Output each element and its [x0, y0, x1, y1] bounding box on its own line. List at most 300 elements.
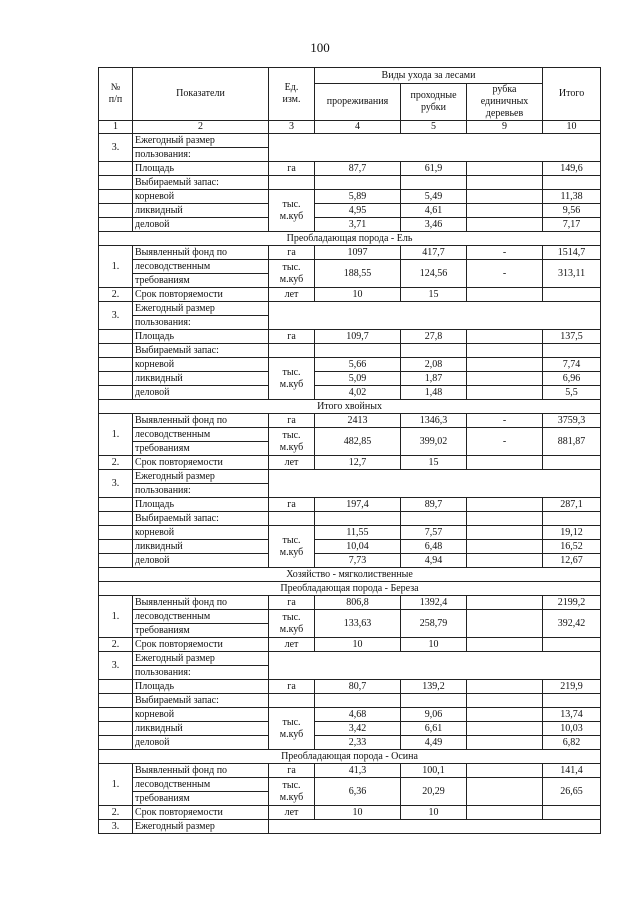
table-row: [99, 358, 601, 372]
value-passing: 27,8: [401, 330, 467, 344]
value-single-tree: [467, 204, 543, 218]
table-row: [99, 428, 601, 442]
section-title: Хозяйство - мягколиственные: [99, 568, 601, 582]
row-number: 3.: [99, 470, 133, 498]
value-single-tree: [467, 680, 543, 694]
row-number: [99, 722, 133, 736]
unit-cell: тыс. м.куб: [269, 260, 315, 288]
indicator-label: ликвидный: [133, 372, 269, 386]
value-passing: 258,79: [401, 610, 467, 638]
table-row: [99, 764, 601, 778]
row-number: [99, 344, 133, 358]
header-num: № п/п: [99, 68, 133, 121]
value-thinning: 5,09: [315, 372, 401, 386]
indicator-label: Срок повторяемости: [133, 456, 269, 470]
indicator-label: Срок повторяемости: [133, 638, 269, 652]
table-row: [99, 820, 601, 834]
indicator-label: Выбираемый запас:: [133, 694, 269, 708]
table-row: [99, 218, 601, 232]
value-passing: 417,7: [401, 246, 467, 260]
value-total: 313,11: [543, 260, 601, 288]
value-passing: 4,94: [401, 554, 467, 568]
blank-cell: [269, 302, 601, 330]
value-total: [543, 456, 601, 470]
value-total: 10,03: [543, 722, 601, 736]
indicator-label: Площадь: [133, 162, 269, 176]
table-row: [99, 162, 601, 176]
table-row: [99, 554, 601, 568]
value-total: [543, 288, 601, 302]
indicator-label: пользования:: [133, 148, 269, 162]
row-number: [99, 386, 133, 400]
indicator-label: корневой: [133, 190, 269, 204]
value-passing: 1346,3: [401, 414, 467, 428]
indicator-label: Площадь: [133, 498, 269, 512]
table-row: [99, 260, 601, 274]
table-row: [99, 372, 601, 386]
value-single-tree: [467, 512, 543, 526]
indicator-label: пользования:: [133, 666, 269, 680]
value-single-tree: [467, 372, 543, 386]
row-number: [99, 372, 133, 386]
row-number: [99, 540, 133, 554]
unit-cell: тыс. м.куб: [269, 526, 315, 568]
value-thinning: 12,7: [315, 456, 401, 470]
table-row: [99, 330, 601, 344]
table-row: [99, 288, 601, 302]
value-single-tree: -: [467, 246, 543, 260]
value-total: 141,4: [543, 764, 601, 778]
row-number: 3.: [99, 302, 133, 330]
col-number-9: 9: [467, 121, 543, 134]
value-single-tree: [467, 218, 543, 232]
header-indicators: Показатели: [133, 68, 269, 121]
value-thinning: 10: [315, 806, 401, 820]
indicator-label: Площадь: [133, 330, 269, 344]
table-row: [99, 204, 601, 218]
row-number: [99, 526, 133, 540]
unit-cell: га: [269, 162, 315, 176]
page-number: 100: [310, 40, 330, 55]
row-number: [99, 162, 133, 176]
value-total: 11,38: [543, 190, 601, 204]
value-single-tree: [467, 708, 543, 722]
value-thinning: 3,71: [315, 218, 401, 232]
value-passing: 1392,4: [401, 596, 467, 610]
table-row: [99, 694, 601, 708]
table-row: [99, 778, 601, 792]
section-title: Преобладающая порода - Осина: [99, 750, 601, 764]
row-number: 1.: [99, 414, 133, 456]
value-total: 16,52: [543, 540, 601, 554]
table-row: [99, 190, 601, 204]
value-thinning: 109,7: [315, 330, 401, 344]
value-thinning: 4,02: [315, 386, 401, 400]
value-total: [543, 638, 601, 652]
indicator-label: требованиям: [133, 442, 269, 456]
indicator-label: лесоводственным: [133, 778, 269, 792]
value-total: 9,56: [543, 204, 601, 218]
col-number-10: 10: [543, 121, 601, 134]
value-single-tree: [467, 540, 543, 554]
blank-cell: [269, 820, 601, 834]
value-passing: 4,61: [401, 204, 467, 218]
value-total: 19,12: [543, 526, 601, 540]
table-row: [99, 736, 601, 750]
value-single-tree: [467, 498, 543, 512]
value-total: 137,5: [543, 330, 601, 344]
value-passing: 89,7: [401, 498, 467, 512]
value-single-tree: [467, 288, 543, 302]
row-number: 1.: [99, 246, 133, 288]
value-thinning: 4,68: [315, 708, 401, 722]
value-total: 287,1: [543, 498, 601, 512]
value-passing: 15: [401, 288, 467, 302]
value-single-tree: -: [467, 260, 543, 288]
value-passing: 1,48: [401, 386, 467, 400]
value-single-tree: [467, 736, 543, 750]
value-thinning: [315, 344, 401, 358]
value-total: [543, 176, 601, 190]
value-thinning: 87,7: [315, 162, 401, 176]
unit-cell: тыс. м.куб: [269, 778, 315, 806]
value-passing: 20,29: [401, 778, 467, 806]
value-total: [543, 344, 601, 358]
value-passing: 9,06: [401, 708, 467, 722]
indicator-label: Ежегодный размер: [133, 652, 269, 666]
header-thinning: прореживания: [315, 84, 401, 121]
unit-cell: тыс. м.куб: [269, 428, 315, 456]
table-row: [99, 596, 601, 610]
value-thinning: 188,55: [315, 260, 401, 288]
unit-cell: тыс. м.куб: [269, 708, 315, 750]
table-row: [99, 470, 601, 484]
value-passing: 399,02: [401, 428, 467, 456]
forest-care-table: [98, 67, 601, 834]
unit-cell: га: [269, 246, 315, 260]
value-passing: 61,9: [401, 162, 467, 176]
indicator-label: корневой: [133, 526, 269, 540]
unit-cell: [269, 512, 315, 526]
value-thinning: 11,55: [315, 526, 401, 540]
indicator-label: Выявленный фонд по: [133, 414, 269, 428]
table-body: [99, 134, 601, 834]
row-number: 3.: [99, 820, 133, 834]
section-row: [99, 582, 601, 596]
indicator-label: Срок повторяемости: [133, 288, 269, 302]
table-row: [99, 526, 601, 540]
row-number: [99, 176, 133, 190]
row-number: [99, 554, 133, 568]
unit-cell: тыс. м.куб: [269, 190, 315, 232]
indicator-label: пользования:: [133, 316, 269, 330]
row-number: 3.: [99, 652, 133, 680]
col-number-5: 5: [401, 121, 467, 134]
value-total: [543, 512, 601, 526]
value-thinning: 197,4: [315, 498, 401, 512]
header-single-tree-cutting: рубка единичных деревьев: [467, 84, 543, 121]
table-row: [99, 176, 601, 190]
table-row: [99, 134, 601, 148]
row-number: 1.: [99, 764, 133, 806]
row-number: [99, 736, 133, 750]
table-row: [99, 302, 601, 316]
value-passing: [401, 176, 467, 190]
value-thinning: [315, 512, 401, 526]
section-row: [99, 750, 601, 764]
value-passing: 139,2: [401, 680, 467, 694]
row-number: [99, 512, 133, 526]
value-thinning: 7,73: [315, 554, 401, 568]
value-single-tree: [467, 386, 543, 400]
blank-cell: [269, 470, 601, 498]
value-total: 2199,2: [543, 596, 601, 610]
value-single-tree: [467, 526, 543, 540]
section-row: [99, 400, 601, 414]
row-number: 2.: [99, 638, 133, 652]
value-passing: 6,48: [401, 540, 467, 554]
table-row: [99, 414, 601, 428]
value-thinning: 41,3: [315, 764, 401, 778]
table-row: [99, 610, 601, 624]
indicator-label: деловой: [133, 218, 269, 232]
value-thinning: [315, 694, 401, 708]
table-row: [99, 498, 601, 512]
table-row: [99, 680, 601, 694]
blank-cell: [269, 652, 601, 680]
indicator-label: Ежегодный размер: [133, 134, 269, 148]
value-total: 392,42: [543, 610, 601, 638]
indicator-label: ликвидный: [133, 722, 269, 736]
value-single-tree: [467, 722, 543, 736]
header-unit: Ед. изм.: [269, 68, 315, 121]
table-row: [99, 540, 601, 554]
value-thinning: 482,85: [315, 428, 401, 456]
unit-cell: лет: [269, 288, 315, 302]
indicator-label: деловой: [133, 736, 269, 750]
indicator-label: деловой: [133, 386, 269, 400]
unit-cell: га: [269, 414, 315, 428]
table-row: [99, 344, 601, 358]
row-number: [99, 680, 133, 694]
value-total: 219,9: [543, 680, 601, 694]
value-single-tree: [467, 764, 543, 778]
row-number: [99, 498, 133, 512]
indicator-label: Ежегодный размер: [133, 302, 269, 316]
header-care-types: Виды ухода за лесами: [315, 68, 543, 84]
value-single-tree: [467, 778, 543, 806]
table-row: [99, 638, 601, 652]
value-thinning: 3,42: [315, 722, 401, 736]
value-passing: 10: [401, 638, 467, 652]
header-total: Итого: [543, 68, 601, 121]
value-thinning: 806,8: [315, 596, 401, 610]
unit-cell: лет: [269, 638, 315, 652]
unit-cell: га: [269, 498, 315, 512]
value-passing: 2,08: [401, 358, 467, 372]
table-row: [99, 512, 601, 526]
row-number: [99, 708, 133, 722]
value-passing: 10: [401, 806, 467, 820]
value-total: 5,5: [543, 386, 601, 400]
indicator-label: Выбираемый запас:: [133, 512, 269, 526]
value-total: 149,6: [543, 162, 601, 176]
value-thinning: 133,63: [315, 610, 401, 638]
value-thinning: 10: [315, 638, 401, 652]
row-number: 3.: [99, 134, 133, 162]
table-row: [99, 722, 601, 736]
row-number: 2.: [99, 288, 133, 302]
indicator-label: ликвидный: [133, 540, 269, 554]
indicator-label: корневой: [133, 358, 269, 372]
unit-cell: [269, 344, 315, 358]
value-single-tree: [467, 610, 543, 638]
value-single-tree: [467, 456, 543, 470]
section-row: [99, 568, 601, 582]
indicator-label: Выявленный фонд по: [133, 596, 269, 610]
section-title: Преобладающая порода - Береза: [99, 582, 601, 596]
value-passing: 1,87: [401, 372, 467, 386]
value-total: 6,82: [543, 736, 601, 750]
indicator-label: корневой: [133, 708, 269, 722]
value-passing: 124,56: [401, 260, 467, 288]
value-total: 1514,7: [543, 246, 601, 260]
value-total: 7,17: [543, 218, 601, 232]
value-passing: 4,49: [401, 736, 467, 750]
row-number: 2.: [99, 806, 133, 820]
table-header: [99, 68, 601, 134]
value-single-tree: -: [467, 414, 543, 428]
table-row: [99, 652, 601, 666]
unit-cell: га: [269, 680, 315, 694]
value-total: 3759,3: [543, 414, 601, 428]
col-number-4: 4: [315, 121, 401, 134]
value-single-tree: [467, 344, 543, 358]
value-total: 881,87: [543, 428, 601, 456]
value-passing: 100,1: [401, 764, 467, 778]
value-thinning: 4,95: [315, 204, 401, 218]
indicator-label: Площадь: [133, 680, 269, 694]
unit-cell: га: [269, 764, 315, 778]
value-passing: [401, 344, 467, 358]
value-thinning: 6,36: [315, 778, 401, 806]
header-passing-cuttings: проходные рубки: [401, 84, 467, 121]
value-single-tree: -: [467, 428, 543, 456]
row-number: 1.: [99, 596, 133, 638]
value-thinning: 10,04: [315, 540, 401, 554]
value-single-tree: [467, 554, 543, 568]
value-passing: 15: [401, 456, 467, 470]
value-passing: [401, 694, 467, 708]
value-thinning: 1097: [315, 246, 401, 260]
value-single-tree: [467, 330, 543, 344]
unit-cell: тыс. м.куб: [269, 358, 315, 400]
unit-cell: га: [269, 596, 315, 610]
row-number: [99, 330, 133, 344]
unit-cell: [269, 176, 315, 190]
indicator-label: Выбираемый запас:: [133, 176, 269, 190]
indicator-label: лесоводственным: [133, 610, 269, 624]
indicator-label: Выбираемый запас:: [133, 344, 269, 358]
indicator-label: пользования:: [133, 484, 269, 498]
value-total: [543, 806, 601, 820]
indicator-label: Ежегодный размер: [133, 820, 269, 834]
indicator-label: лесоводственным: [133, 260, 269, 274]
indicator-label: Ежегодный размер: [133, 470, 269, 484]
value-single-tree: [467, 358, 543, 372]
indicator-label: лесоводственным: [133, 428, 269, 442]
row-number: [99, 358, 133, 372]
value-thinning: 5,89: [315, 190, 401, 204]
value-single-tree: [467, 596, 543, 610]
indicator-label: Выявленный фонд по: [133, 764, 269, 778]
indicator-label: требованиям: [133, 792, 269, 806]
unit-cell: тыс. м.куб: [269, 610, 315, 638]
table-row: [99, 246, 601, 260]
value-total: [543, 694, 601, 708]
value-passing: 6,61: [401, 722, 467, 736]
value-single-tree: [467, 162, 543, 176]
value-passing: 7,57: [401, 526, 467, 540]
section-row: [99, 232, 601, 246]
unit-cell: лет: [269, 806, 315, 820]
col-number-2: 2: [133, 121, 269, 134]
indicator-label: Выявленный фонд по: [133, 246, 269, 260]
col-number-1: 1: [99, 121, 133, 134]
row-number: 2.: [99, 456, 133, 470]
unit-cell: лет: [269, 456, 315, 470]
indicator-label: деловой: [133, 554, 269, 568]
indicator-label: ликвидный: [133, 204, 269, 218]
value-total: 7,74: [543, 358, 601, 372]
value-total: 12,67: [543, 554, 601, 568]
table-row: [99, 386, 601, 400]
value-thinning: 2413: [315, 414, 401, 428]
row-number: [99, 694, 133, 708]
value-passing: 3,46: [401, 218, 467, 232]
value-passing: 5,49: [401, 190, 467, 204]
table-row: [99, 806, 601, 820]
section-title: Преобладающая порода - Ель: [99, 232, 601, 246]
unit-cell: [269, 694, 315, 708]
section-title: Итого хвойных: [99, 400, 601, 414]
blank-cell: [269, 134, 601, 162]
indicator-label: Срок повторяемости: [133, 806, 269, 820]
col-number-3: 3: [269, 121, 315, 134]
indicator-label: требованиям: [133, 274, 269, 288]
value-thinning: 80,7: [315, 680, 401, 694]
value-thinning: [315, 176, 401, 190]
row-number: [99, 190, 133, 204]
value-single-tree: [467, 190, 543, 204]
row-number: [99, 204, 133, 218]
value-single-tree: [467, 806, 543, 820]
unit-cell: га: [269, 330, 315, 344]
value-total: 6,96: [543, 372, 601, 386]
value-single-tree: [467, 694, 543, 708]
value-single-tree: [467, 638, 543, 652]
value-thinning: 5,66: [315, 358, 401, 372]
value-total: 13,74: [543, 708, 601, 722]
row-number: [99, 218, 133, 232]
value-single-tree: [467, 176, 543, 190]
value-thinning: 2,33: [315, 736, 401, 750]
table-row: [99, 708, 601, 722]
value-thinning: 10: [315, 288, 401, 302]
indicator-label: требованиям: [133, 624, 269, 638]
table-row: [99, 456, 601, 470]
value-passing: [401, 512, 467, 526]
